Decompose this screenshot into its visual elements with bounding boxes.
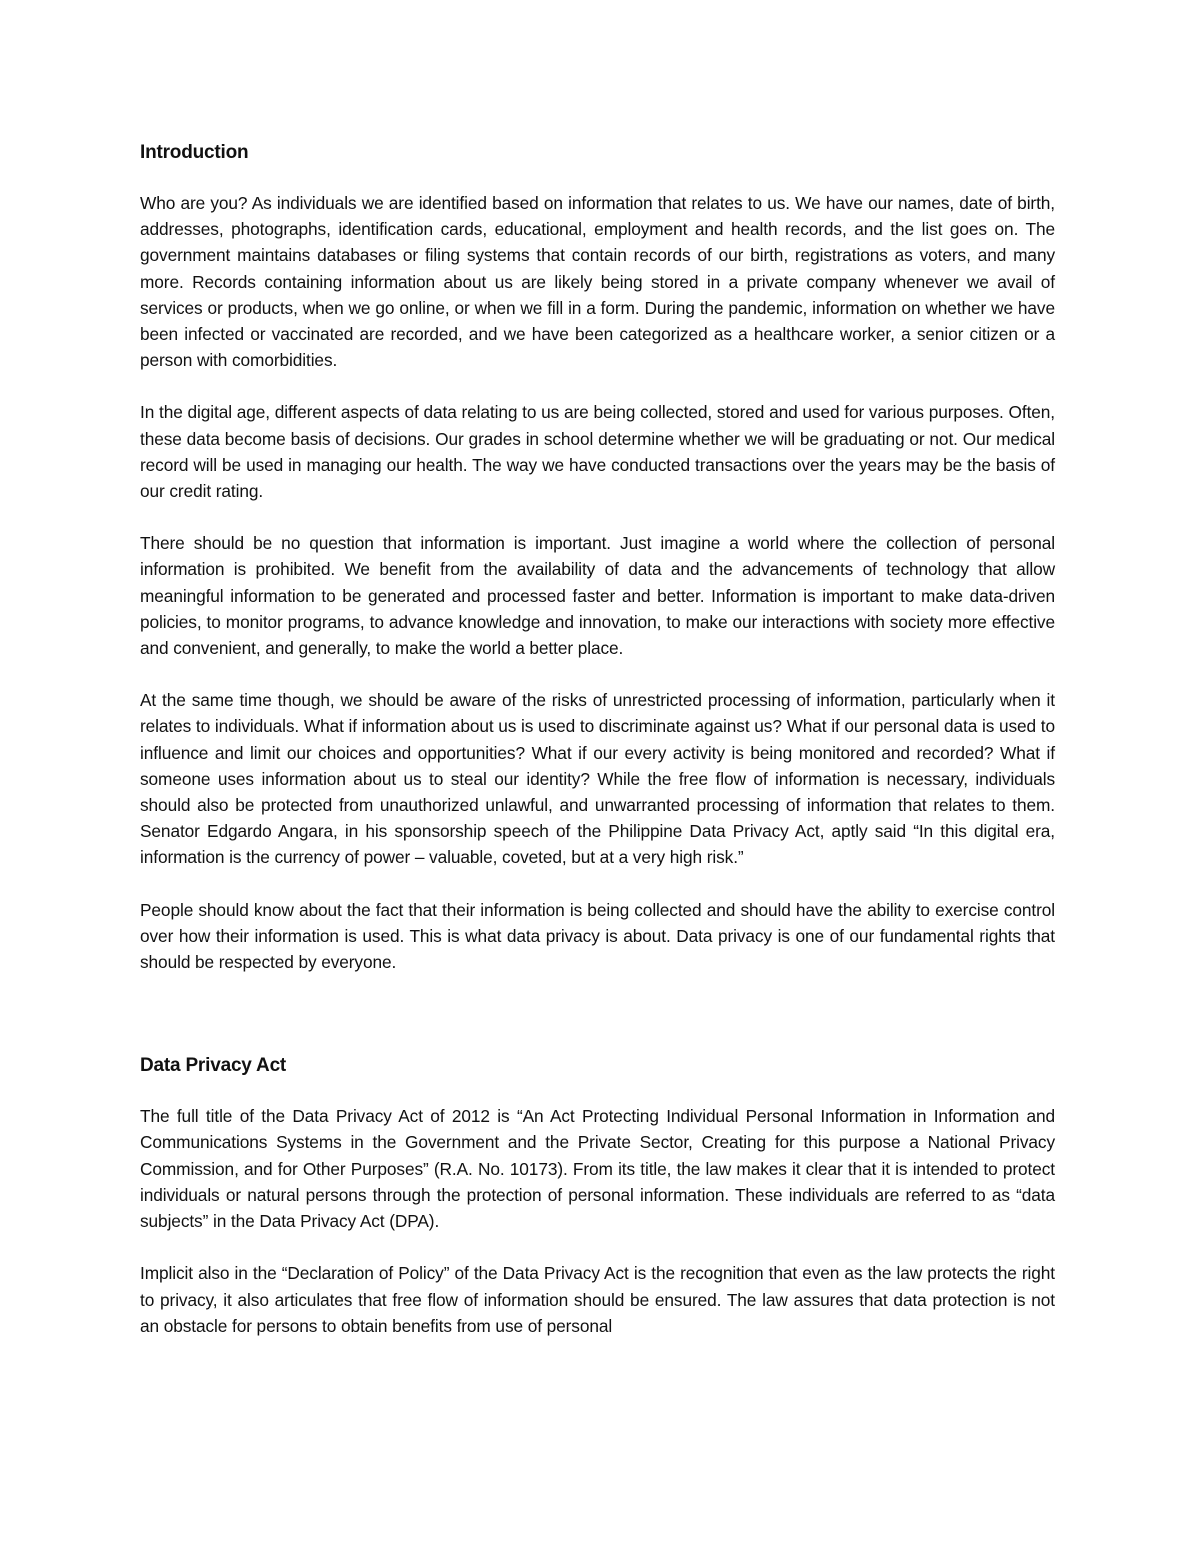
paragraph: People should know about the fact that their information is being collected and should have the ability to exercise control over how their information is used. This is what data privacy is about. Data privacy is one of our fundamental rights that should be respected by everyone. — [140, 899, 1055, 973]
paragraph: Who are you? As individuals we are identified based on information that relates to us. We have our names, date of birth, addresses, photographs, identification cards, educational, employment and health records, and the list goes on. The government maintains databases or filing systems that contain records of our birth, registrations as voters, and many more. Records containing information about us are likely being stored in a private company whenever we avail of services or products, when we go online, or when we fill in a form. During the pandemic, information on whether we have been infected or vaccinated are recorded, and we have been categorized as a healthcare worker, a senior citizen or a person with comorbidities. — [140, 193, 1055, 371]
paragraph: Implicit also in the “Declaration of Policy” of the Data Privacy Act is the recognition that even as the law protects the right to privacy, it also articulates that free flow of information should be ensured. The law assures that data protection is not an obstacle for persons to obtain benefits from use of personal — [140, 1263, 1055, 1336]
document-page — [140, 140, 1055, 1365]
paragraph: There should be no question that information is important. Just imagine a world where the collection of personal information is prohibited. We benefit from the availability of data and the advancements of technology that allow meaningful information to be generated and processed faster and better. Information is important to make data-driven policies, to monitor programs, to advance knowledge and innovation, to make our interactions with society more effective and convenient, and generally, to make the world a better place. — [140, 533, 1055, 659]
section-spacer — [140, 1001, 1055, 1053]
section-introduction — [140, 140, 1055, 975]
section-heading: Data Privacy Act — [140, 1055, 287, 1077]
section-heading: Introduction — [140, 142, 249, 163]
paragraph: In the digital age, different aspects of data relating to us are being collected, stored and used for various purposes. Often, these data become basis of decisions. Our grades in school determine whether we will be graduating or not. Our medical record will be used in managing our health. The way we have conducted transactions over the years may be the basis of our credit rating. — [140, 402, 1055, 502]
paragraph: The full title of the Data Privacy Act of 2012 is “An Act Protecting Individual Personal Information in Information and Communications Systems in the Government and the Private Sector, Creating for this purpose a National Privacy Commission, and for Other Purposes” (R.A. No. 10173). From its title, the law makes it clear that it is intended to protect individuals or natural persons through the protection of personal information. These individuals are referred to as “data subjects” in the Data Privacy Act (DPA). — [140, 1106, 1055, 1232]
section-data-privacy-act — [140, 1053, 1055, 1339]
paragraph: At the same time though, we should be aware of the risks of unrestricted processing of information, particularly when it relates to individuals. What if information about us is used to discriminate against us? What if our personal data is used to influence and limit our choices and opportunities? What if our every activity is being monitored and recorded? What if someone uses information about us to steal our identity? While the free flow of information is necessary, individuals should also be protected from unauthorized unlawful, and unwarranted processing of information that relates to them. Senator Edgardo Angara, in his sponsorship speech of the Philippine Data Privacy Act, aptly said “In this digital era, information is the currency of power – valuable, coveted, but at a very high risk.” — [140, 690, 1055, 868]
